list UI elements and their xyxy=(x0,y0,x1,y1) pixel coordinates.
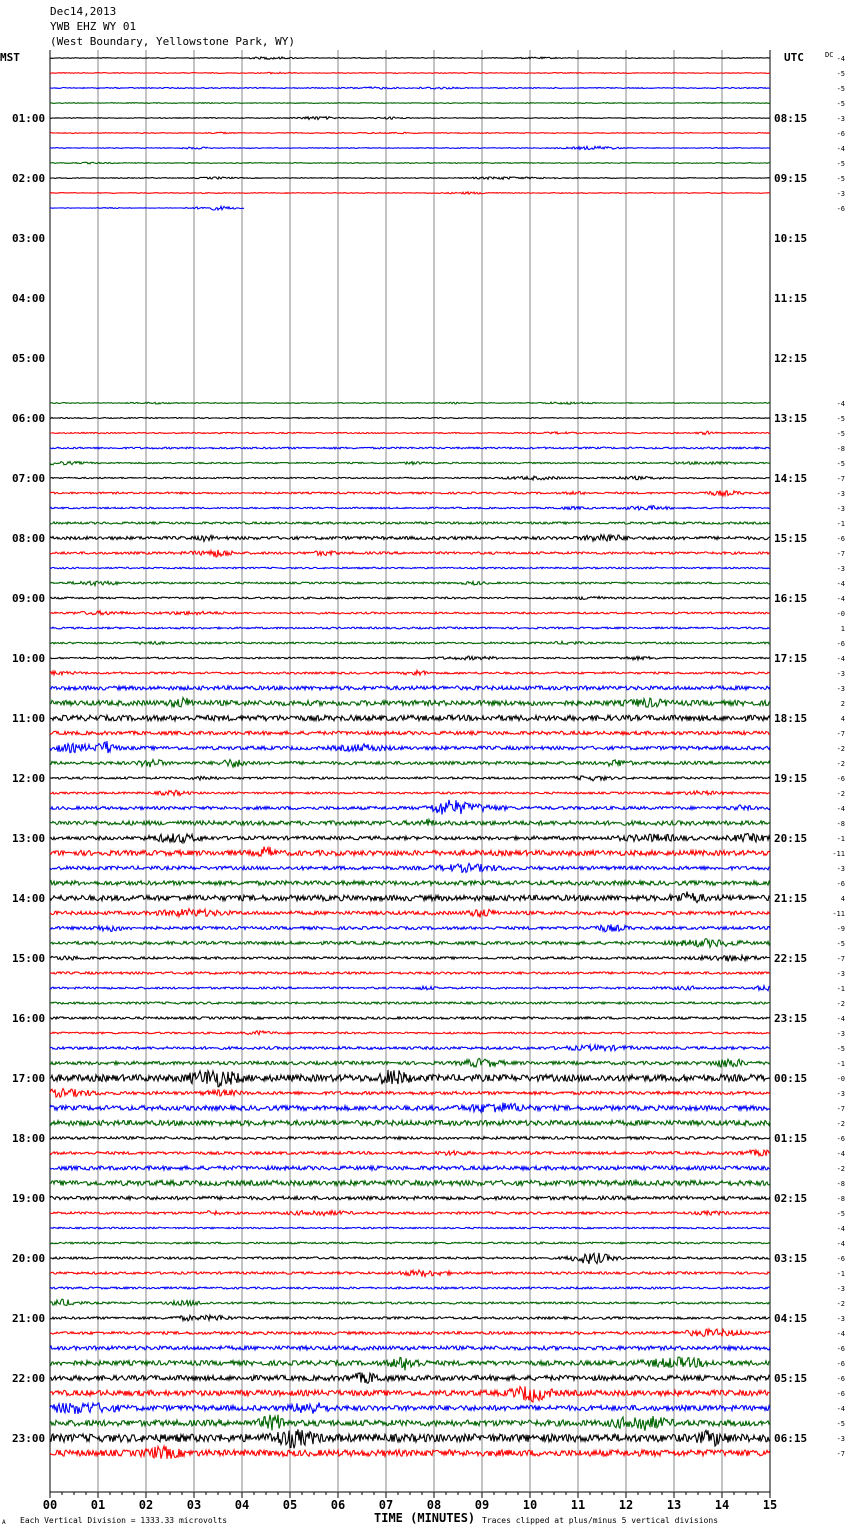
trace-line xyxy=(50,833,770,842)
dc-offset-label: -4 xyxy=(836,595,845,603)
x-tick-label: 01 xyxy=(90,1498,106,1512)
utc-hour-label: 21:15 xyxy=(774,892,808,905)
trace-line xyxy=(50,1017,770,1019)
trace-line xyxy=(50,776,770,781)
dc-offset-label: -6 xyxy=(836,1375,845,1383)
utc-hour-label: 05:15 xyxy=(774,1372,808,1385)
x-tick-label: 14 xyxy=(714,1498,730,1512)
utc-hour-label: 22:15 xyxy=(774,952,808,965)
trace-line xyxy=(50,146,770,149)
trace-line xyxy=(50,909,770,918)
dc-offset-label: -5 xyxy=(836,70,845,78)
dc-offset-label: -5 xyxy=(836,1045,845,1053)
mst-hour-label: 20:00 xyxy=(12,1252,46,1265)
trace-line xyxy=(50,1287,770,1289)
dc-offset-label: -7 xyxy=(836,1450,845,1458)
mst-hour-label: 22:00 xyxy=(12,1372,46,1385)
dc-offset-label: -5 xyxy=(836,940,845,948)
dc-offset-label: -8 xyxy=(836,1195,845,1203)
trace-line xyxy=(50,1299,770,1305)
dc-offset-label: -3 xyxy=(836,685,845,693)
x-tick-label: 03 xyxy=(186,1498,202,1512)
trace-line xyxy=(50,686,770,690)
utc-hour-label: 02:15 xyxy=(774,1192,808,1205)
trace-line xyxy=(50,1446,770,1459)
trace-line xyxy=(50,955,770,961)
utc-hour-label: 11:15 xyxy=(774,292,808,305)
dc-offset-label: -2 xyxy=(836,1120,845,1128)
dc-offset-label: -5 xyxy=(836,160,845,168)
dc-offset-label: -3 xyxy=(836,1435,845,1443)
dc-offset-label: -5 xyxy=(836,175,845,183)
trace-line xyxy=(50,1346,770,1350)
dc-offset-label: -8 xyxy=(836,1180,845,1188)
dc-offset-label: -0 xyxy=(836,1075,845,1083)
mst-hour-label: 02:00 xyxy=(12,172,46,185)
dc-offset-label: -6 xyxy=(836,1360,845,1368)
trace-line xyxy=(50,567,770,569)
dc-offset-label: -4 xyxy=(836,655,845,663)
dc-offset-label: -7 xyxy=(836,550,845,558)
trace-line xyxy=(50,535,770,542)
trace-line xyxy=(50,476,770,480)
trace-line xyxy=(50,447,770,449)
footer-division-note: Each Vertical Division = 1333.33 microvolts xyxy=(20,1516,228,1525)
trace-line xyxy=(50,402,770,404)
x-tick-label: 00 xyxy=(42,1498,58,1512)
dc-offset-label: -2 xyxy=(836,790,845,798)
dc-offset-label: -1 xyxy=(836,1270,845,1278)
dc-offset-label: -3 xyxy=(836,1285,845,1293)
trace-line xyxy=(50,72,770,74)
trace-line xyxy=(50,522,770,524)
trace-line xyxy=(50,1180,770,1185)
dc-offset-label: 1 xyxy=(840,625,845,633)
trace-line xyxy=(50,819,770,826)
mst-hour-label: 08:00 xyxy=(12,532,46,545)
trace-line xyxy=(50,162,770,164)
trace-line xyxy=(50,863,770,872)
dc-offset-label: -3 xyxy=(836,490,845,498)
mst-hour-label: 13:00 xyxy=(12,832,46,845)
trace-line xyxy=(50,596,770,599)
mst-hour-label: 21:00 xyxy=(12,1312,46,1325)
seismic-traces xyxy=(50,57,770,1459)
mst-hour-label: 05:00 xyxy=(12,352,46,365)
trace-line xyxy=(50,1089,770,1098)
utc-hour-label: 16:15 xyxy=(774,592,808,605)
trace-line xyxy=(50,924,770,931)
x-tick-label: 07 xyxy=(378,1498,394,1512)
trace-line xyxy=(50,206,244,210)
dc-offset-label: -2 xyxy=(836,745,845,753)
dc-offset-label: -7 xyxy=(836,475,845,483)
trace-line xyxy=(50,790,770,795)
utc-hour-label: 10:15 xyxy=(774,232,808,245)
dc-offset-label: -6 xyxy=(836,880,845,888)
mst-hour-label: 07:00 xyxy=(12,472,46,485)
mst-hour-label: 12:00 xyxy=(12,772,46,785)
dc-offset-label: -3 xyxy=(836,565,845,573)
trace-line xyxy=(50,800,770,815)
dc-offset-label: -9 xyxy=(836,925,845,933)
trace-line xyxy=(50,1211,770,1216)
dc-offset-label: -3 xyxy=(836,505,845,513)
trace-line xyxy=(50,1386,770,1402)
trace-line xyxy=(50,177,770,179)
trace-line xyxy=(50,1070,770,1087)
dc-offset-label: -11 xyxy=(832,850,845,858)
dc-offset-label: -5 xyxy=(836,430,845,438)
x-axis-title: TIME (MINUTES) xyxy=(374,1511,476,1525)
dc-offset-label: -4 xyxy=(836,145,845,153)
trace-line xyxy=(50,1329,770,1337)
utc-hour-label: 09:15 xyxy=(774,172,808,185)
trace-line xyxy=(50,881,770,885)
dc-offset-label: -3 xyxy=(836,115,845,123)
x-tick-label: 06 xyxy=(330,1498,346,1512)
footer-mark: A xyxy=(2,1519,6,1526)
utc-hour-label: 17:15 xyxy=(774,652,808,665)
dc-offset-label: -4 xyxy=(836,580,845,588)
dc-offset-label: -5 xyxy=(836,100,845,108)
dc-offset-label: -11 xyxy=(832,910,845,918)
trace-line xyxy=(50,1357,770,1370)
dc-offset-label: -2 xyxy=(836,1000,845,1008)
dc-offset-label: -6 xyxy=(836,1390,845,1398)
trace-line xyxy=(50,1150,770,1156)
dc-offset-label: -6 xyxy=(836,535,845,543)
x-tick-label: 08 xyxy=(426,1498,442,1512)
dc-offset-label: -7 xyxy=(836,1105,845,1113)
trace-line xyxy=(50,1103,770,1113)
axis-labels xyxy=(0,51,845,1526)
dc-offset-label: -5 xyxy=(836,1210,845,1218)
mst-hour-label: 19:00 xyxy=(12,1192,46,1205)
mst-hour-label: 16:00 xyxy=(12,1012,46,1025)
dc-offset-label: -3 xyxy=(836,970,845,978)
x-tick-label: 10 xyxy=(522,1498,538,1512)
utc-hour-label: 04:15 xyxy=(774,1312,808,1325)
trace-line xyxy=(50,192,770,194)
dc-offset-label: -6 xyxy=(836,205,845,213)
trace-line xyxy=(50,117,770,120)
dc-offset-label: -3 xyxy=(836,1315,845,1323)
mst-hour-label: 01:00 xyxy=(12,112,46,125)
dc-offset-label: -6 xyxy=(836,775,845,783)
dc-offset-label: -3 xyxy=(836,670,845,678)
x-tick-label: 11 xyxy=(570,1498,586,1512)
trace-line xyxy=(50,760,770,768)
dc-offset-label: -8 xyxy=(836,445,845,453)
dc-offset-label: -1 xyxy=(836,835,845,843)
dc-offset-label: -2 xyxy=(836,760,845,768)
dc-offset-label: -5 xyxy=(836,460,845,468)
trace-line xyxy=(50,741,770,753)
dc-offset-label: -6 xyxy=(836,640,845,648)
dc-offset-label: -6 xyxy=(836,130,845,138)
trace-line xyxy=(50,1137,770,1140)
dc-offset-label: -4 xyxy=(836,1225,845,1233)
trace-line xyxy=(50,715,770,721)
trace-line xyxy=(50,611,770,615)
trace-line xyxy=(50,731,770,735)
trace-line xyxy=(50,1196,770,1200)
trace-line xyxy=(50,1415,770,1431)
utc-hour-label: 18:15 xyxy=(774,712,808,725)
mst-hour-label: 03:00 xyxy=(12,232,46,245)
utc-hour-label: 03:15 xyxy=(774,1252,808,1265)
trace-line xyxy=(50,1120,770,1125)
trace-line xyxy=(50,1270,770,1277)
dc-offset-label: -4 xyxy=(836,1240,845,1248)
dc-offset-label: -7 xyxy=(836,730,845,738)
utc-hour-label: 13:15 xyxy=(774,412,808,425)
utc-hour-label: 20:15 xyxy=(774,832,808,845)
trace-line xyxy=(50,462,770,465)
utc-hour-label: 06:15 xyxy=(774,1432,808,1445)
mst-hour-label: 23:00 xyxy=(12,1432,46,1445)
dc-offset-label: -2 xyxy=(836,1300,845,1308)
mst-hour-label: 17:00 xyxy=(12,1072,46,1085)
trace-line xyxy=(50,491,770,496)
dc-offset-label: -5 xyxy=(836,1420,845,1428)
trace-line xyxy=(50,939,770,948)
trace-line xyxy=(50,418,770,419)
trace-line xyxy=(50,1315,770,1321)
trace-line xyxy=(50,431,770,434)
trace-line xyxy=(50,698,770,708)
x-tick-label: 05 xyxy=(282,1498,298,1512)
mst-hour-label: 09:00 xyxy=(12,592,46,605)
dc-offset-label: -4 xyxy=(836,400,845,408)
dc-offset-label: -5 xyxy=(836,415,845,423)
trace-line xyxy=(50,1373,770,1384)
mst-axis-label: MST xyxy=(0,51,20,64)
mst-hour-label: 14:00 xyxy=(12,892,46,905)
dc-offset-label: -1 xyxy=(836,1060,845,1068)
utc-hour-label: 08:15 xyxy=(774,112,808,125)
utc-axis-label: UTC xyxy=(784,51,804,64)
x-tick-label: 02 xyxy=(138,1498,154,1512)
dc-offset-label: -4 xyxy=(836,55,845,63)
trace-line xyxy=(50,1253,770,1264)
dc-offset-label: -6 xyxy=(836,1135,845,1143)
dc-offset-label: -1 xyxy=(836,520,845,528)
x-tick-label: 15 xyxy=(762,1498,778,1512)
utc-hour-label: 19:15 xyxy=(774,772,808,785)
x-tick-label: 09 xyxy=(474,1498,490,1512)
trace-line xyxy=(50,550,770,557)
dc-offset-label: -0 xyxy=(836,610,845,618)
trace-line xyxy=(50,1002,770,1004)
grid xyxy=(50,50,770,1498)
mst-hour-label: 10:00 xyxy=(12,652,46,665)
trace-line xyxy=(50,892,770,903)
trace-line xyxy=(50,57,770,59)
dc-offset-label: 2 xyxy=(840,700,845,708)
trace-line xyxy=(50,986,770,991)
trace-line xyxy=(50,132,770,134)
trace-line xyxy=(50,1045,770,1051)
dc-offset-label: -3 xyxy=(836,865,845,873)
trace-line xyxy=(50,1227,770,1229)
dc-label: DC xyxy=(825,51,834,59)
utc-hour-label: 14:15 xyxy=(774,472,808,485)
trace-line xyxy=(50,671,770,676)
dc-offset-label: -6 xyxy=(836,1255,845,1263)
dc-offset-label: 4 xyxy=(840,715,845,723)
dc-offset-label: -1 xyxy=(836,985,845,993)
trace-line xyxy=(50,972,770,974)
dc-offset-label: -7 xyxy=(836,955,845,963)
dc-offset-label: -4 xyxy=(836,1405,845,1413)
dc-offset-label: 4 xyxy=(840,895,845,903)
trace-line xyxy=(50,1031,770,1035)
dc-offset-label: -4 xyxy=(836,1150,845,1158)
header-date: Dec14,2013 xyxy=(50,5,117,18)
header-station: YWB EHZ WY 01 xyxy=(50,20,137,33)
trace-line xyxy=(50,627,770,629)
x-tick-label: 04 xyxy=(234,1498,250,1512)
utc-hour-label: 23:15 xyxy=(774,1012,808,1025)
trace-line xyxy=(50,1166,770,1170)
dc-offset-label: -3 xyxy=(836,1090,845,1098)
utc-hour-label: 15:15 xyxy=(774,532,808,545)
dc-offset-label: -2 xyxy=(836,1165,845,1173)
x-tick-label: 13 xyxy=(666,1498,682,1512)
mst-hour-label: 04:00 xyxy=(12,292,46,305)
dc-offset-label: -4 xyxy=(836,805,845,813)
mst-hour-label: 15:00 xyxy=(12,952,46,965)
dc-offset-label: -4 xyxy=(836,1015,845,1023)
dc-offset-label: -3 xyxy=(836,1030,845,1038)
dc-offset-label: -6 xyxy=(836,1345,845,1353)
trace-line xyxy=(50,1242,770,1244)
mst-hour-label: 11:00 xyxy=(12,712,46,725)
dc-offset-label: -8 xyxy=(836,820,845,828)
trace-line xyxy=(50,1058,770,1067)
trace-line xyxy=(50,1403,770,1414)
utc-hour-label: 01:15 xyxy=(774,1132,808,1145)
trace-line xyxy=(50,641,770,644)
mst-hour-label: 18:00 xyxy=(12,1132,46,1145)
mst-hour-label: 06:00 xyxy=(12,412,46,425)
trace-line xyxy=(50,847,770,857)
dc-offset-label: -4 xyxy=(836,1330,845,1338)
x-tick-label: 12 xyxy=(618,1498,634,1512)
dc-offset-label: -5 xyxy=(836,85,845,93)
trace-line xyxy=(50,506,770,510)
utc-hour-label: 12:15 xyxy=(774,352,808,365)
trace-line xyxy=(50,581,770,585)
footer-clip-note: Traces clipped at plus/minus 5 vertical divisions xyxy=(482,1516,719,1525)
dc-offset-label: -3 xyxy=(836,190,845,198)
trace-line xyxy=(50,103,770,104)
utc-hour-label: 00:15 xyxy=(774,1072,808,1085)
trace-line xyxy=(50,87,770,89)
trace-line xyxy=(50,656,770,660)
header-location: (West Boundary, Yellowstone Park, WY) xyxy=(50,35,296,48)
